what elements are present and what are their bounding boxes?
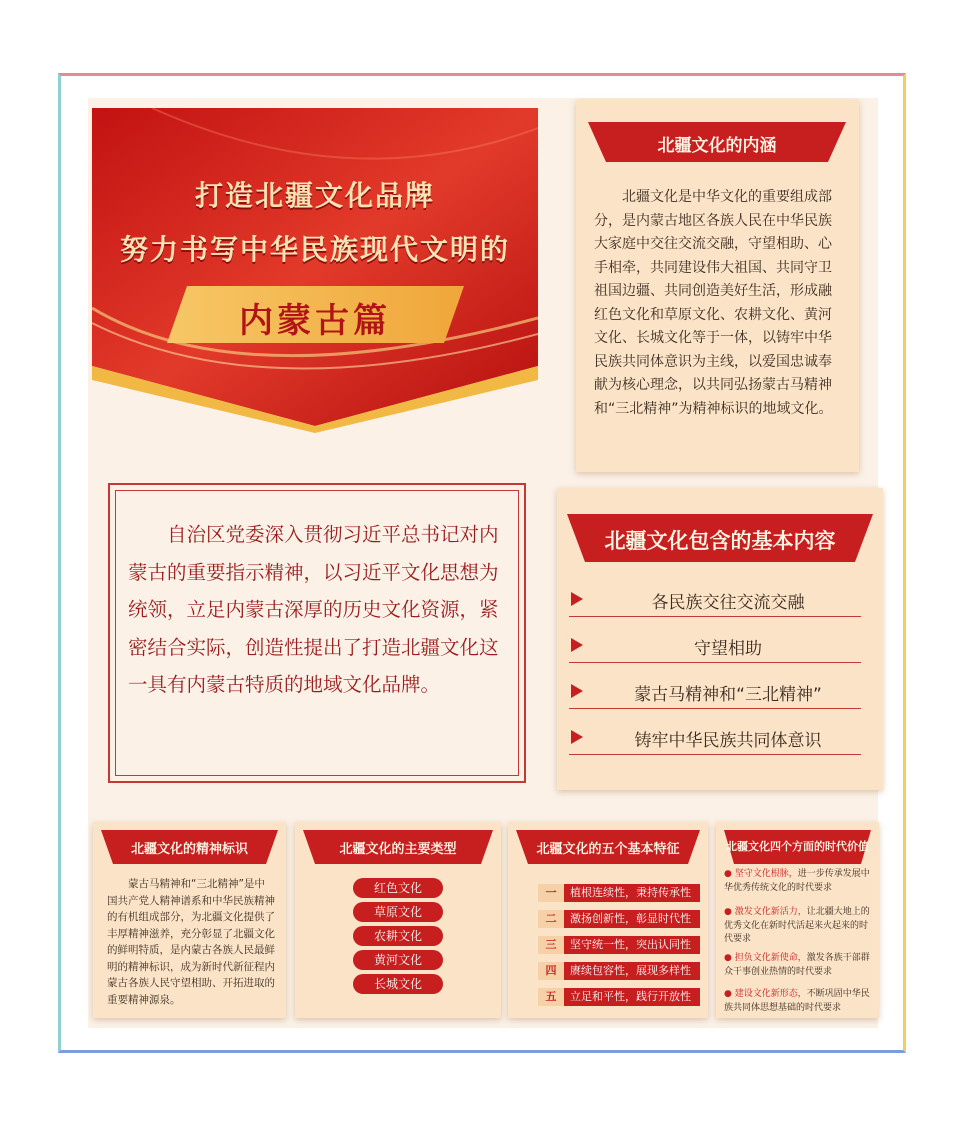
feature-number: 二 — [538, 910, 564, 928]
feature-number: 四 — [538, 962, 564, 980]
bullet-dot-icon: ● — [724, 907, 735, 917]
spirit-mark-title: 北疆文化的精神标识 — [130, 842, 248, 857]
era-value-text: 不断巩固中华民族共同体思想基础的时代要求 — [724, 989, 870, 1013]
era-value-text: 激发各族干部群众干事创业热情的时代要求 — [724, 953, 870, 977]
era-value-text: 进一步传承发展中华优秀传统文化的时代要求 — [724, 869, 870, 893]
era-value-title: 北疆文化四个方面的时代价值 — [726, 840, 869, 853]
era-value-head: 担负文化新使命， — [734, 953, 807, 963]
bullet-dot-icon: ● — [724, 989, 735, 999]
basic-content-title: 北疆文化包含的基本内容 — [604, 529, 836, 553]
connotation-title: 北疆文化的内涵 — [657, 136, 777, 156]
connotation-card — [576, 100, 859, 472]
feature-row — [538, 988, 700, 1006]
list-item-label: 蒙古马精神和“三北精神” — [634, 685, 822, 705]
five-features-card — [508, 822, 708, 1018]
feature-number: 一 — [538, 884, 564, 902]
feature-text: 坚守统一性，突出认同性 — [570, 938, 691, 951]
feature-text: 立足和平性，践行开放性 — [570, 990, 691, 1003]
feature-row — [538, 936, 700, 954]
era-value-card — [716, 822, 879, 1018]
list-item — [569, 584, 861, 617]
spirit-mark-text: 蒙古马精神和“三北精神”是中国共产党人精神谱系和中华民族精神的有机组成部分，为北疆文化提供了丰厚精神滋养，充分彰显了北疆文化的鲜明特质，是内蒙古各族人民最鲜明的精神标识，成为新时代新征程内蒙古各族人民守望相助、开拓进取的重要精神源泉。 — [107, 878, 275, 1006]
triangle-bullet-icon — [571, 638, 583, 652]
hero-artwork — [92, 108, 538, 433]
era-value-item — [724, 952, 874, 979]
bullet-dot-icon: ● — [724, 953, 735, 963]
five-features-title: 北疆文化的五个基本特征 — [536, 842, 680, 857]
basic-content-card — [557, 488, 883, 790]
spirit-mark-card — [93, 822, 286, 1018]
era-value-item — [724, 988, 874, 1015]
list-item-label: 各民族交往交流交融 — [651, 593, 805, 613]
feature-row — [538, 910, 700, 928]
feature-row — [538, 884, 700, 902]
main-types-card — [295, 822, 501, 1018]
type-pill: 长城文化 — [353, 974, 443, 994]
era-value-head: 建设文化新形态， — [734, 989, 807, 999]
feature-text: 植根连续性，秉持传承性 — [570, 886, 691, 899]
list-item — [569, 676, 861, 709]
bullet-dot-icon: ● — [724, 869, 735, 879]
feature-text: 赓续包容性，展现多样性 — [570, 964, 691, 977]
quote-text: 自治区党委深入贯彻习近平总书记对内蒙古的重要指示精神，以习近平文化思想为统领，立足内蒙古深厚的历史文化资源，紧密结合实际，创造性提出了打造北疆文化这一具有内蒙古特质的地域文化品牌。 — [128, 523, 499, 696]
hero-subtitle: 内蒙古篇 — [239, 301, 391, 341]
triangle-bullet-icon — [571, 592, 583, 606]
main-types-title: 北疆文化的主要类型 — [339, 842, 457, 857]
triangle-bullet-icon — [571, 684, 583, 698]
era-value-text: 让北疆大地上的优秀文化在新时代活起来火起来的时代要求 — [724, 907, 870, 944]
list-item-label: 守望相助 — [694, 639, 762, 659]
era-value-item — [724, 868, 874, 895]
triangle-bullet-icon — [571, 730, 583, 744]
connotation-text: 北疆文化是中华文化的重要组成部分，是内蒙古地区各族人民在中华民族大家庭中交往交流交融，守望相助、心手相牵，共同建设伟大祖国、共同守卫祖国边疆、共同创造美好生活，形成融红色文化和草原文化、农耕文化、黄河文化、长城文化等于一体，以铸牢中华民族共同体意识为主线，以爱国忠诚奉献为核心理念，以共同弘扬蒙古马精神和“三北精神”为精神标识的地域文化。 — [594, 189, 833, 417]
era-value-head: 激发文化新活力， — [734, 907, 807, 917]
era-value-item — [724, 906, 874, 947]
hero-title-line2: 努力书写中华民族现代文明的 — [119, 233, 510, 266]
type-pill: 草原文化 — [353, 902, 443, 922]
hero-banner — [92, 108, 538, 433]
type-pill: 黄河文化 — [353, 950, 443, 970]
list-item — [569, 630, 861, 663]
list-item — [569, 722, 861, 755]
feature-row — [538, 962, 700, 980]
feature-text: 激扬创新性，彰显时代性 — [570, 912, 691, 925]
feature-number: 五 — [538, 988, 564, 1006]
type-pill: 红色文化 — [353, 878, 443, 898]
era-value-head: 坚守文化根脉， — [734, 869, 798, 879]
hero-title-line1: 打造北疆文化品牌 — [194, 179, 435, 212]
list-item-label: 铸牢中华民族共同体意识 — [634, 731, 822, 751]
type-pill: 农耕文化 — [353, 926, 443, 946]
feature-number: 三 — [538, 936, 564, 954]
